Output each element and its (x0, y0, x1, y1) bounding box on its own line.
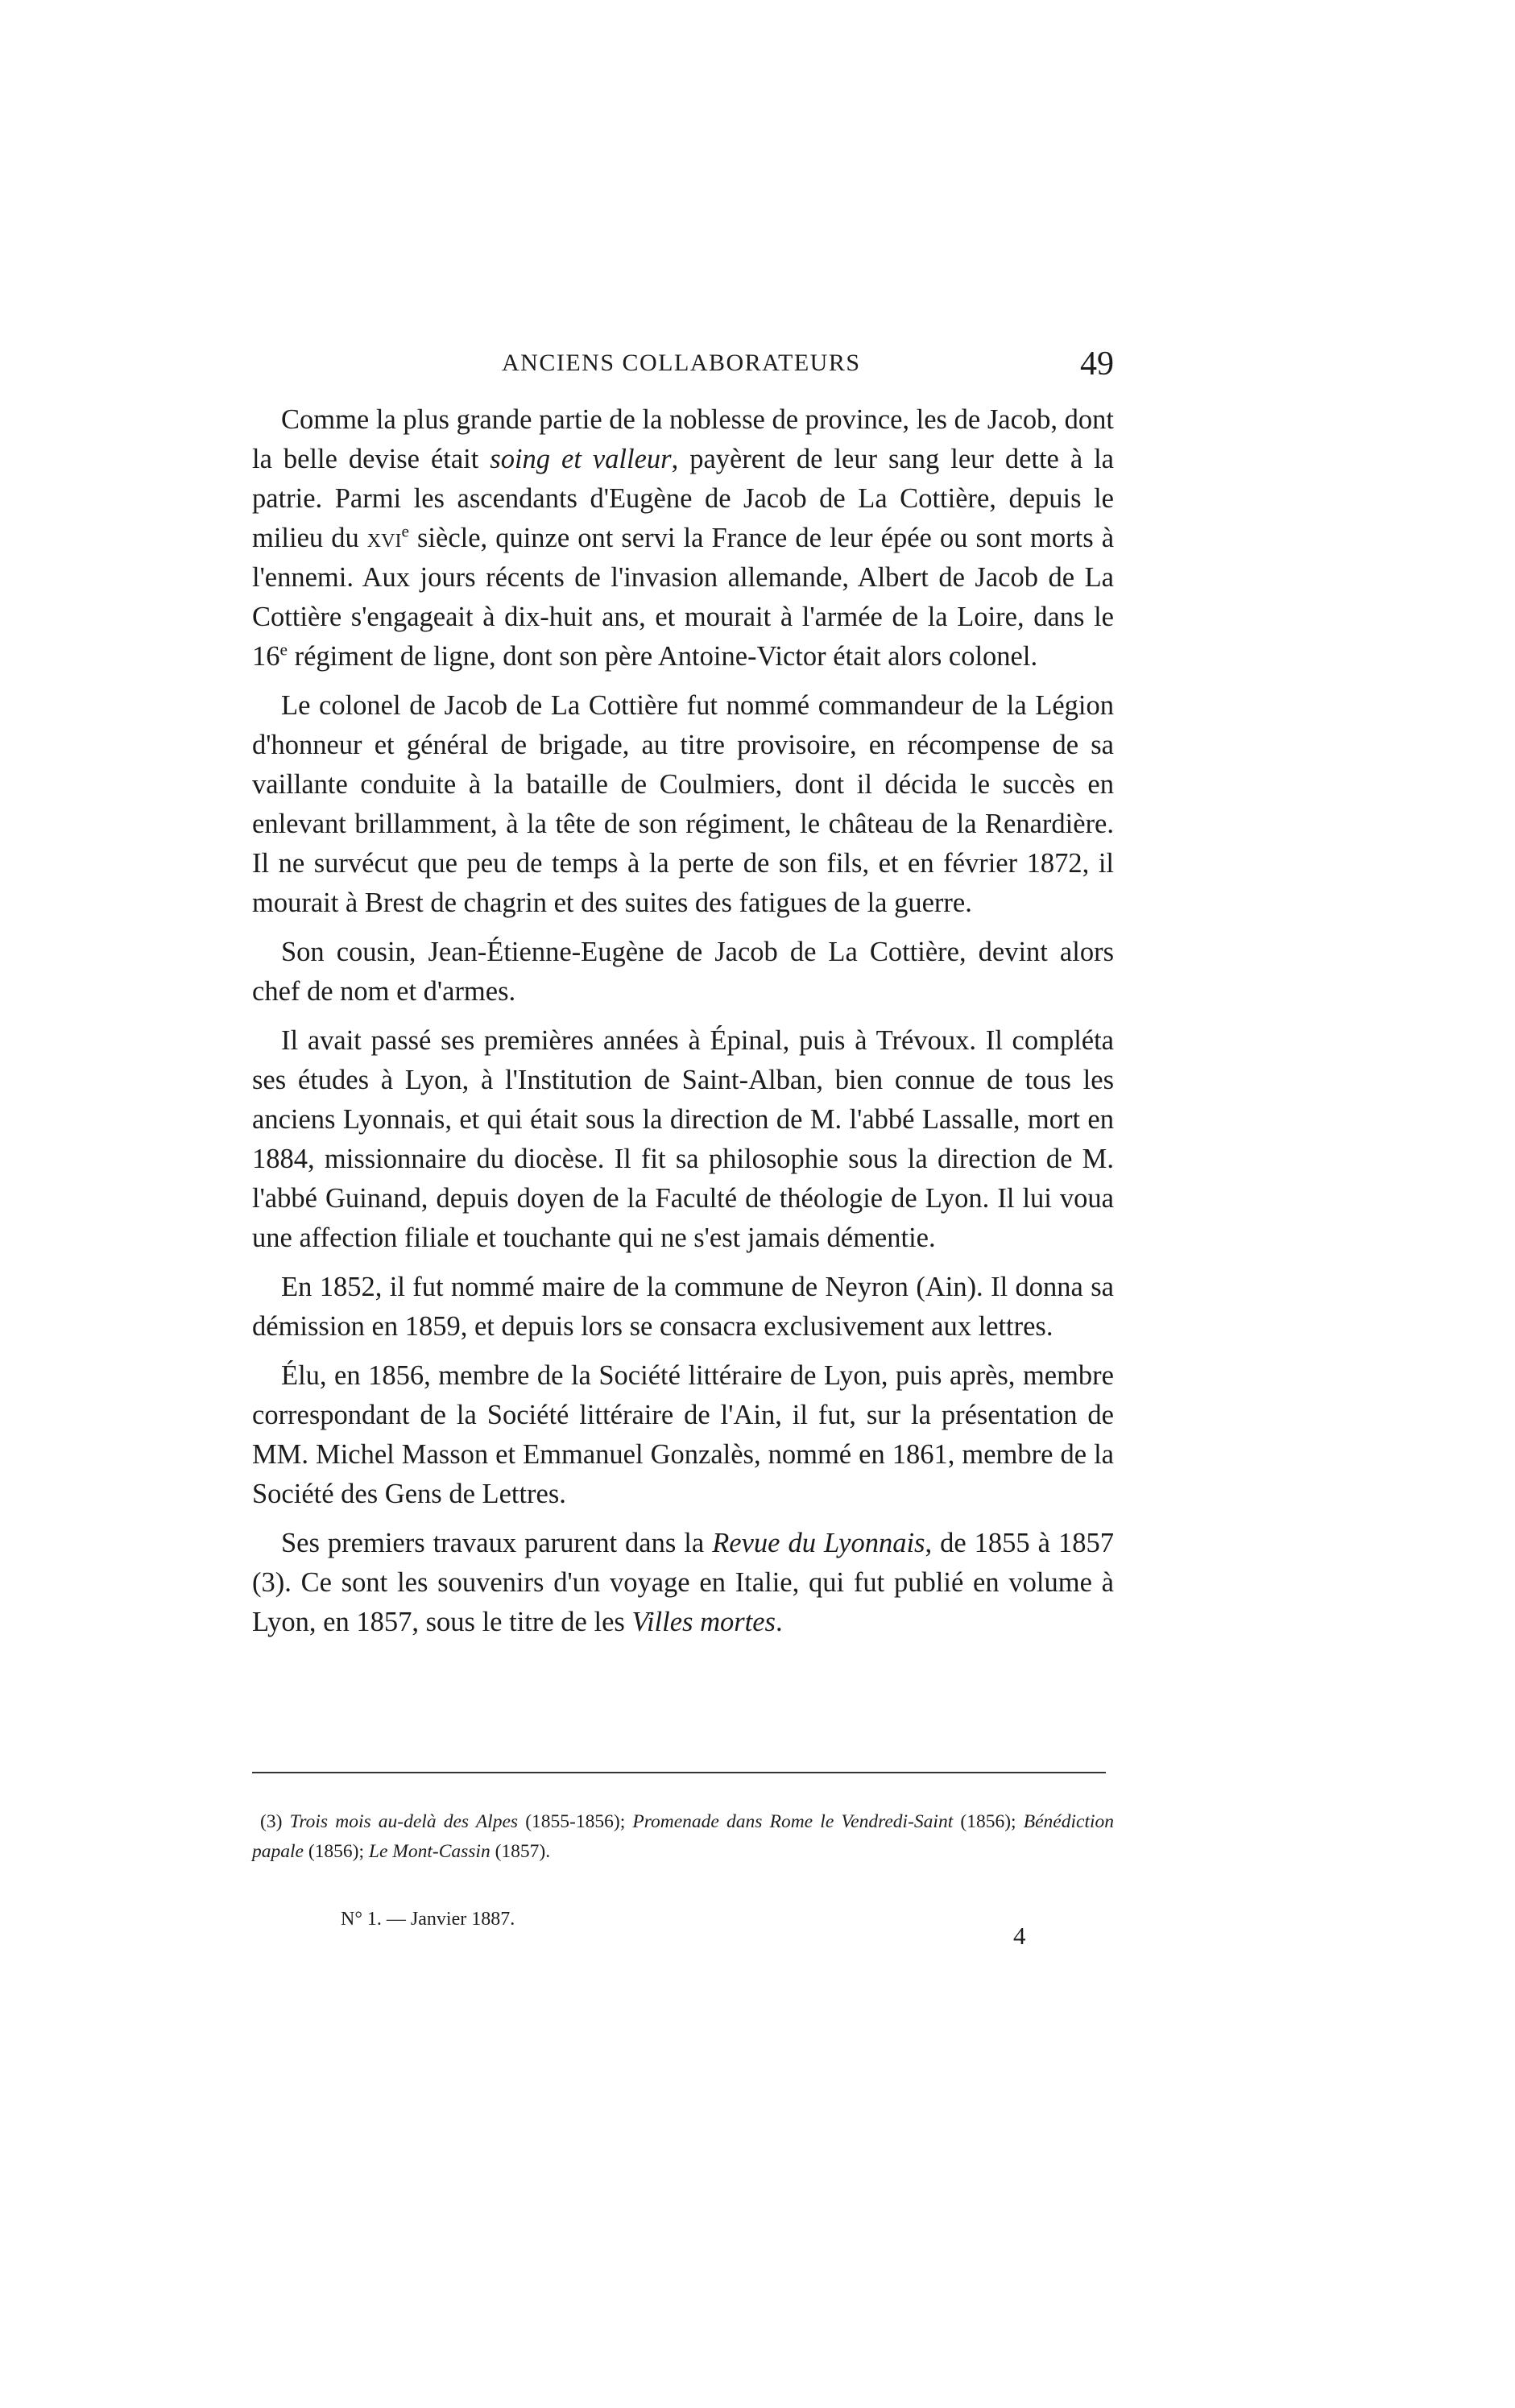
text-run: , payèrent de leur sang leur dette à la patrie. Parmi les ascendants d'Eugène de Jacob de La Cottière, depuis le milieu du (252, 444, 1114, 553)
body-text (252, 400, 1114, 1652)
text-run: Son cousin, Jean-Étienne-Eugène de Jacob de La Cottière, devint alors chef de nom et d'armes. (252, 937, 1114, 1007)
paragraph (252, 1021, 1114, 1258)
text-run: (3) (260, 1811, 290, 1832)
text-run: (1856); (303, 1841, 369, 1862)
italic-run: Trois mois au-delà des Alpes (289, 1811, 519, 1832)
text-run: En 1852, il fut nommé maire de la commune de Neyron (Ain). Il donna sa démission en 1859, et depuis lors se consacra exclusivement aux lettres. (252, 1272, 1114, 1342)
text-run: Le colonel de Jacob de La Cottière fut nommé commandeur de la Légion d'honneur et général de brigade, au titre provisoire, en récompense de sa vaillante conduite à la bataille de Coulmiers, dont il décida le succès en enlevant brillamment, à la tête de son régiment, le château de la Renardière. Il ne survécut que peu de temps à la perte de son fils, et en février 1872, il mourait à Brest de chagrin et des suites des fatigues de la guerre. (252, 690, 1114, 918)
page-number: 49 (1080, 345, 1114, 383)
text-run: (1856); (953, 1811, 1024, 1832)
text-run: siècle, quinze ont servi la France de leur épée ou sont morts à l'ennemi. Aux jours récents de l'invasion allemande, Albert de Jacob de La Cottière s'engageait à dix-huit ans, et mourait à l'armée de la Loire, dans le 16 (252, 523, 1115, 672)
text-run: , de 1855 à 1857 (3). Ce sont les souvenirs d'un voyage en Italie, qui fut publié en volume à Lyon, en 1857, sous le titre de les (252, 1528, 1114, 1637)
paragraph (252, 933, 1114, 1012)
footnote-rule (252, 1772, 1106, 1773)
text-run: Comme la plus grande partie de la noblesse de province, les de Jacob, dont la belle devise était (252, 404, 1114, 474)
running-head (252, 345, 1114, 393)
running-title: ANCIENS COLLABORATEURS (502, 350, 861, 376)
text-run: Élu, en 1856, membre de la Société littéraire de Lyon, puis après, membre correspondant de la Société littéraire de l'Ain, il fut, sur la présentation de MM. Michel Masson et Emmanuel Gonzalès, nommé en 1861, membre de la Société des Gens de Lettres. (252, 1360, 1114, 1509)
text-run: . (776, 1607, 783, 1637)
italic-run: soing et valleur (490, 444, 672, 474)
footnotes (252, 1772, 1114, 1867)
italic-run: Revue du Lyonnais (712, 1528, 925, 1558)
italic-run: Villes mortes (631, 1607, 776, 1637)
paragraph (252, 1356, 1114, 1514)
text-run: régiment de ligne, dont son père Antoine-Victor était alors colonel. (288, 641, 1038, 672)
paragraph (252, 686, 1114, 923)
page-footer (252, 1909, 1114, 1957)
italic-run: Bénédiction papale (252, 1811, 1114, 1862)
smallcaps-run: xvi (366, 523, 402, 553)
text-run: (1857). (490, 1841, 551, 1862)
superscript-run: e (279, 639, 288, 660)
italic-run: Promenade dans Rome le Vendredi-Saint (632, 1811, 954, 1832)
italic-run: Le Mont-Cassin (368, 1841, 491, 1862)
footnote-3 (252, 1807, 1114, 1867)
text-run: (1855-1856); (518, 1811, 633, 1832)
paragraph (252, 400, 1114, 676)
text-run: Ses premiers travaux parurent dans la (281, 1528, 713, 1558)
issue-line: N° 1. — Janvier 1887. (341, 1909, 515, 1930)
signature-mark: 4 (1013, 1922, 1026, 1950)
paragraph (252, 1524, 1114, 1642)
text-run: Il avait passé ses premières années à Épinal, puis à Trévoux. Il compléta ses études à Lyon, à l'Institution de Saint-Alban, bien connue de tous les anciens Lyonnais, et qui était sous la direction de M. l'abbé Lassalle, mort en 1884, missionnaire du diocèse. Il fit sa philosophie sous la direction de M. l'abbé Guinand, depuis doyen de la Faculté de théologie de Lyon. Il lui voua une affection filiale et touchante qui ne s'est jamais démentie. (252, 1025, 1114, 1253)
superscript-run: e (401, 521, 409, 541)
paragraph (252, 1268, 1114, 1347)
